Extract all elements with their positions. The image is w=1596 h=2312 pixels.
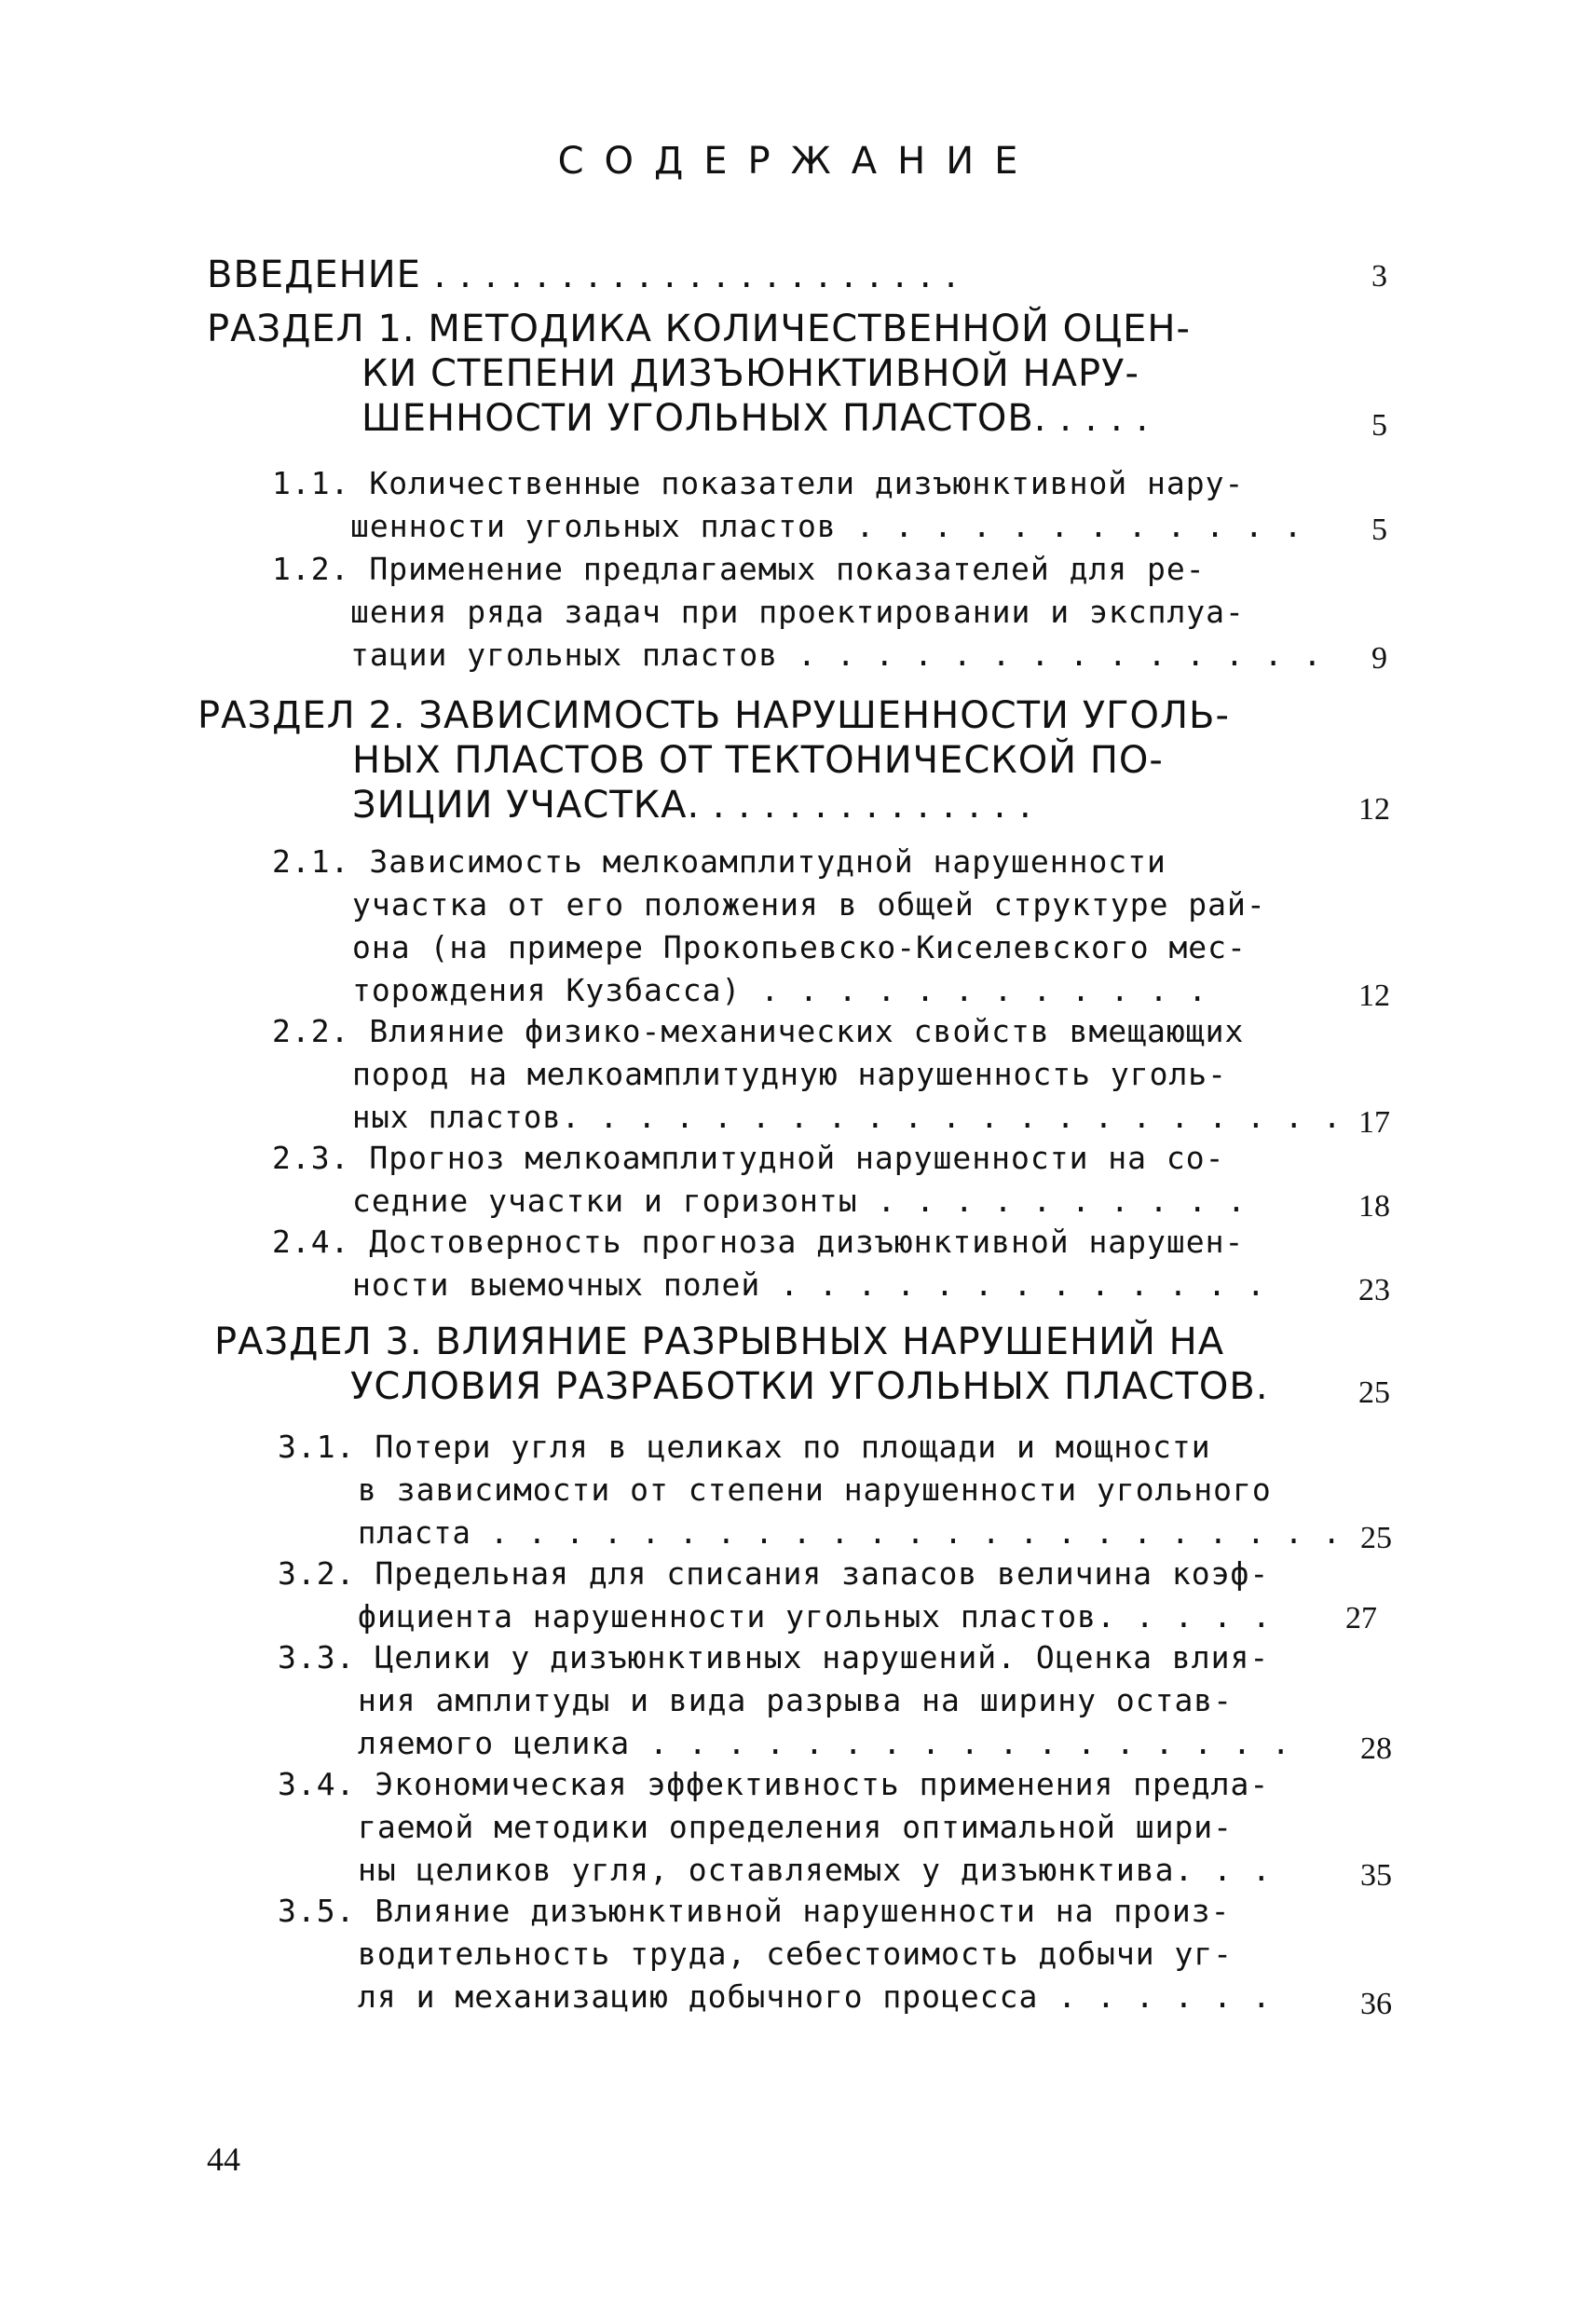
toc-page-number: 9 <box>1371 641 1387 676</box>
toc-line: пласта . . . . . . . . . . . . . . . . . . . . . . . <box>358 1514 1342 1551</box>
toc-line: пород на мелкоамплитудную нарушенность уголь- <box>352 1056 1228 1092</box>
toc-line: РАЗДЕЛ 1. МЕТОДИКА КОЛИЧЕСТВЕННОЙ ОЦЕН- <box>207 308 1191 350</box>
toc-line: ны целиков угля, оставляемых у дизъюнктива. . . <box>358 1852 1272 1888</box>
toc-line: седние участки и горизонты . . . . . . . . . . <box>352 1183 1247 1219</box>
toc-line: 3.4. Экономическая эффективность применения предла- <box>278 1766 1270 1802</box>
toc-line: 3.5. Влияние дизъюнктивной нарушенности на произ- <box>278 1893 1231 1929</box>
toc-page-number: 27 <box>1345 1601 1377 1635</box>
toc-line: ности выемочных полей . . . . . . . . . . . . . <box>352 1266 1266 1303</box>
toc-page-number: 12 <box>1358 978 1390 1013</box>
toc-page-number: 35 <box>1360 1858 1392 1893</box>
toc-page-number: 23 <box>1358 1273 1390 1307</box>
toc-line: ВВЕДЕНИЕ . . . . . . . . . . . . . . . . . . . . . <box>207 253 958 296</box>
page-title: СОДЕРЖАНИЕ <box>557 140 1039 183</box>
toc-page-number: 18 <box>1358 1189 1390 1224</box>
toc-line: РАЗДЕЛ 3. ВЛИЯНИЕ РАЗРЫВНЫХ НАРУШЕНИЙ НА <box>214 1320 1225 1363</box>
toc-page-number: 36 <box>1360 1987 1392 2021</box>
toc-line: тации угольных пластов . . . . . . . . . . . . . . <box>350 636 1323 673</box>
toc-line: УСЛОВИЯ РАЗРАБОТКИ УГОЛЬНЫХ ПЛАСТОВ. <box>350 1365 1269 1408</box>
toc-line: она (на примере Прокопьевско-Киселевского мес- <box>352 929 1247 965</box>
toc-line: РАЗДЕЛ 2. ЗАВИСИМОСТЬ НАРУШЕННОСТИ УГОЛЬ- <box>198 694 1230 737</box>
toc-line: 1.2. Применение предлагаемых показателей для ре- <box>272 551 1206 587</box>
toc-line: КИ СТЕПЕНИ ДИЗЪЮНКТИВНОЙ НАРУ- <box>361 352 1139 395</box>
toc-page-number: 25 <box>1360 1521 1392 1555</box>
toc-line: ных пластов. . . . . . . . . . . . . . . . . . . . . <box>352 1099 1343 1135</box>
toc-line: фициента нарушенности угольных пластов. . . . . <box>358 1598 1272 1635</box>
toc-page-number: 25 <box>1358 1375 1390 1410</box>
toc-page-number: 28 <box>1360 1731 1392 1766</box>
toc-page-number: 12 <box>1358 792 1390 827</box>
toc-line: ния амплитуды и вида разрыва на ширину остав- <box>358 1682 1234 1718</box>
toc-line: НЫХ ПЛАСТОВ ОТ ТЕКТОНИЧЕСКОЙ ПО- <box>352 739 1164 782</box>
toc-page-number: 5 <box>1371 513 1387 547</box>
toc-line: гаемой методики определения оптимальной шири- <box>358 1809 1234 1845</box>
toc-page-number: 17 <box>1358 1105 1390 1140</box>
toc-page-number: 5 <box>1371 408 1387 443</box>
toc-line: в зависимости от степени нарушенности угольного <box>358 1471 1272 1508</box>
page-footer-number: 44 <box>207 2141 240 2178</box>
toc-line: торождения Кузбасса) . . . . . . . . . . . . <box>352 972 1208 1008</box>
toc-page-number: 3 <box>1371 259 1387 294</box>
toc-line: 3.3. Целики у дизъюнктивных нарушений. Оценка влия- <box>278 1639 1270 1676</box>
toc-line: 3.2. Предельная для списания запасов величина коэф- <box>278 1555 1270 1592</box>
toc-line: шения ряда задач при проектировании и эксплуа- <box>350 594 1245 630</box>
toc-line: 3.1. Потери угля в целиках по площади и мощности <box>278 1429 1211 1465</box>
toc-line: 2.4. Достоверность прогноза дизъюнктивной нарушен- <box>272 1224 1245 1260</box>
toc-line: ляемого целика . . . . . . . . . . . . . . . . . <box>358 1725 1291 1761</box>
toc-line: ШЕННОСТИ УГОЛЬНЫХ ПЛАСТОВ. . . . . <box>361 397 1150 440</box>
toc-line: 2.3. Прогноз мелкоамплитудной нарушенности на со- <box>272 1140 1225 1176</box>
toc-line: ля и механизацию добычного процесса . . . . . . <box>358 1978 1272 2015</box>
toc-line: 1.1. Количественные показатели дизъюнктивной нару- <box>272 465 1245 501</box>
toc-line: участка от его положения в общей структуре рай- <box>352 886 1266 923</box>
toc-line: 2.1. Зависимость мелкоамплитудной нарушенности <box>272 843 1166 880</box>
toc-line: водительность труда, себестоимость добычи уг- <box>358 1936 1234 1972</box>
toc-line: 2.2. Влияние физико-механических свойств вмещающих <box>272 1013 1245 1049</box>
toc-line: шенности угольных пластов . . . . . . . . . . . . <box>350 508 1303 544</box>
toc-line: ЗИЦИИ УЧАСТКА. . . . . . . . . . . . . . <box>352 784 1032 827</box>
